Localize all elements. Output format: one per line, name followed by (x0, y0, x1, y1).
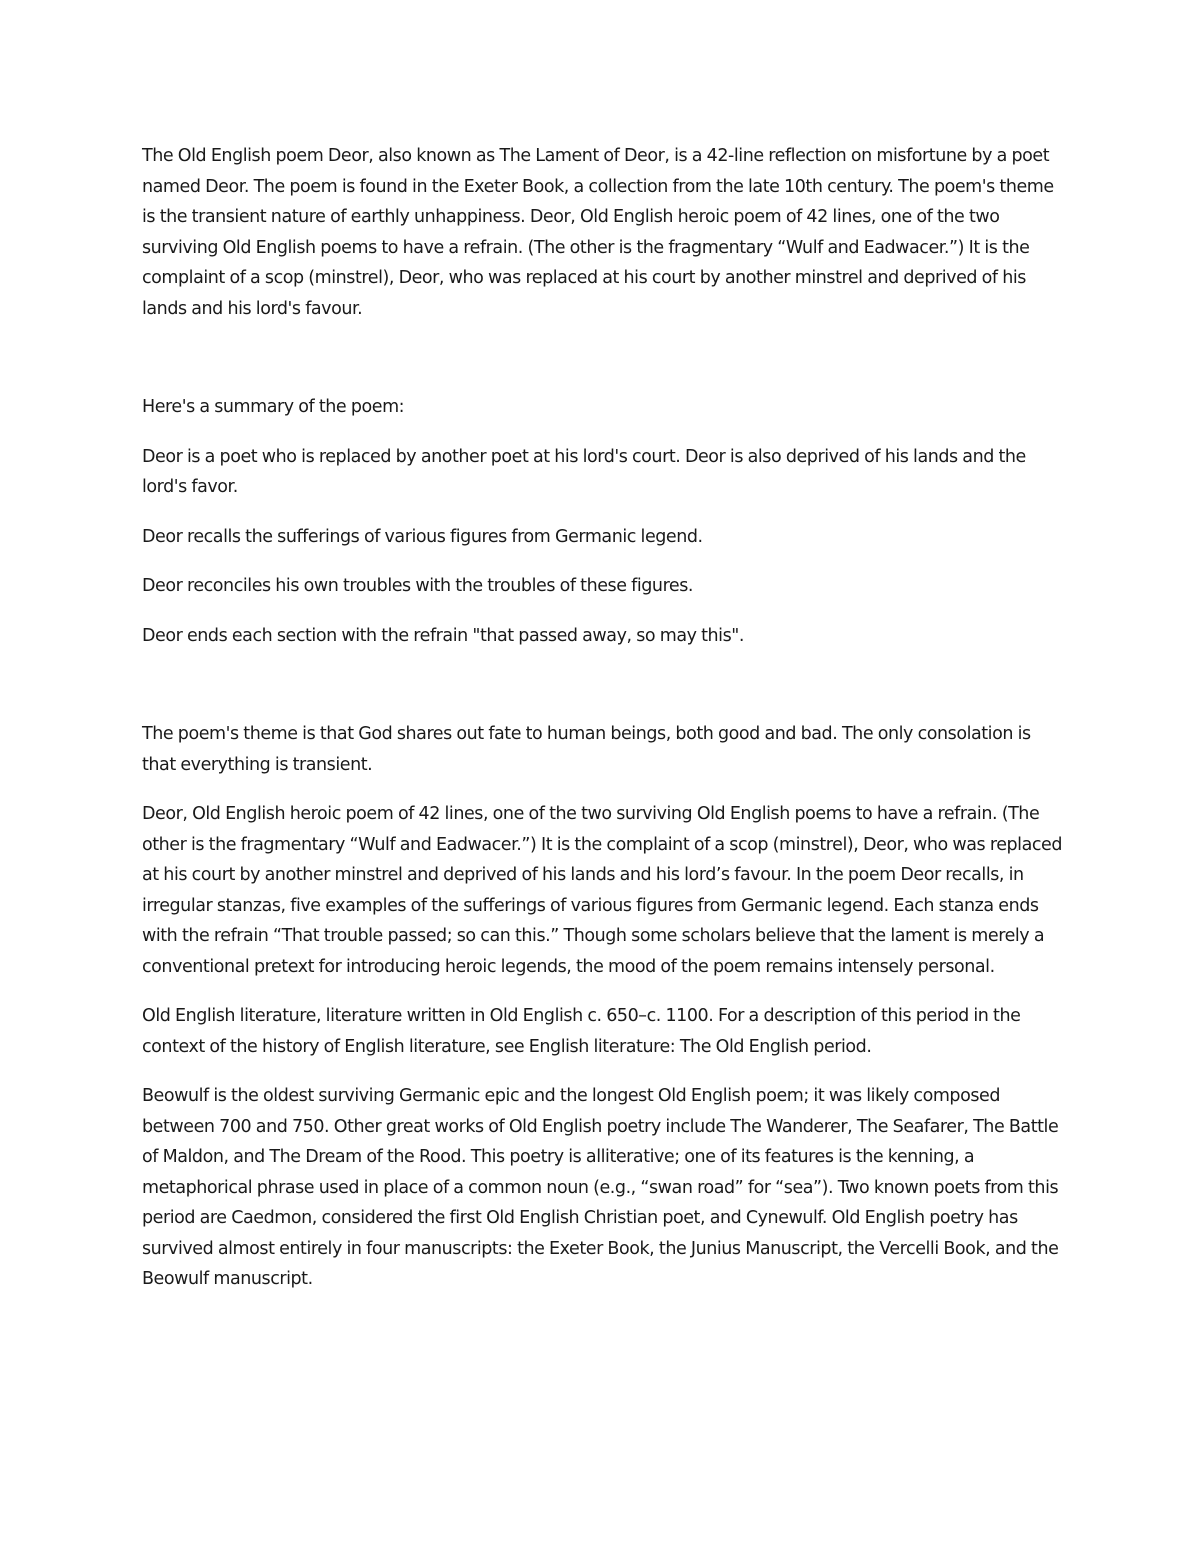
paragraph-summary-point-2: Deor recalls the sufferings of various figures from Germanic legend. (142, 526, 703, 547)
paragraph-deor-intro: The Old English poem Deor, also known as The Lament of Deor, is a 42-line reflection on misfortune by a poet named Deor. The poem is found in the Exeter Book, a collection from the late 10th century. The poem's theme is the transient nature of earthly unhappiness. Deor, Old English heroic poem of 42 lines, one of the two surviving Old English poems to have a refrain. (The other is the fragmentary “Wulf and Eadwacer.”) It is the complaint of a scop (minstrel), Deor, who was replaced at his court by another minstrel and deprived of his lands and his lord's favour. (142, 146, 1054, 319)
paragraph-summary-point-4: Deor ends each section with the refrain "that passed away, so may this". (142, 625, 744, 646)
paragraph-summary-point-3: Deor reconciles his own troubles with the troubles of these figures. (142, 576, 694, 596)
paragraph-deor-description: Deor, Old English heroic poem of 42 lines, one of the two surviving Old English poems to have a refrain. (The other is the fragmentary “Wulf and Eadwacer.”) It is the complaint of a scop (minstrel), Deor, who was replaced at his court by another minstrel and deprived of his lands and his lord’s favour. In the poem Deor recalls, in irregular stanzas, five examples of the sufferings of various figures from Germanic legend. Each stanza ends with the refrain “That trouble passed; so can this.” Though some scholars believe that the lament is merely a conventional pretext for introducing heroic legends, the mood of the poem remains intensely personal. (142, 804, 1062, 977)
paragraph-theme: The poem's theme is that God shares out fate to human beings, both good and bad. The only consolation is that everything is transient. (142, 724, 1031, 775)
paragraph-summary-heading: Here's a summary of the poem: (142, 397, 405, 417)
paragraph-old-english-literature: Old English literature, literature written in Old English c. 650–c. 1100. For a description of this period in the context of the history of English literature, see English literature: The Old English period. (142, 1006, 1021, 1057)
paragraph-summary-point-1: Deor is a poet who is replaced by another poet at his lord's court. Deor is also deprived of his lands and the lord's favor. (142, 446, 1026, 497)
paragraph-beowulf: Beowulf is the oldest surviving Germanic epic and the longest Old English poem; it was likely composed between 700 and 750. Other great works of Old English poetry include The Wanderer, The Seafarer, The Battle of Maldon, and The Dream of the Rood. This poetry is alliterative; one of its features is the kenning, a metaphorical phrase used in place of a common noun (e.g., “swan road” for “sea”). Two known poets from this period are Caedmon, considered the first Old English Christian poet, and Cynewulf. Old English poetry has survived almost entirely in four manuscripts: the Exeter Book, the Junius Manuscript, the Vercelli Book, and the Beowulf manuscript. (142, 1086, 1059, 1289)
document-page (142, 141, 1067, 1314)
